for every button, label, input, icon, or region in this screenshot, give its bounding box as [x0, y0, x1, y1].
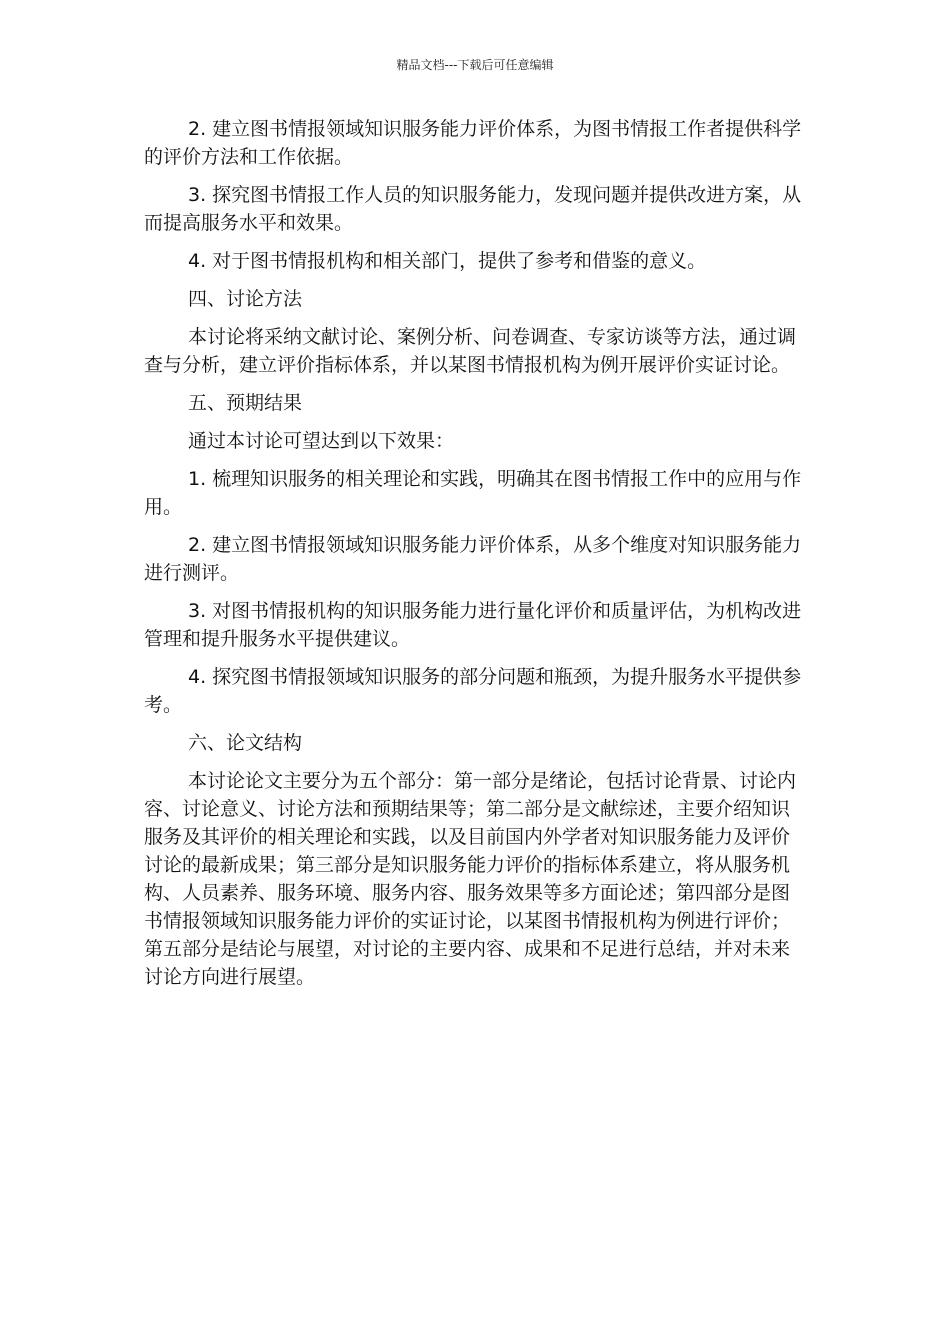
section-heading-thesis-structure: 六、论文结构: [188, 732, 303, 754]
paragraph-methods: 本讨论将采纳文献讨论、案例分析、问卷调查、专家访谈等方法，通过调查与分析，建立评价指标体系，并以某图书情报机构为例开展评价实证讨论。: [144, 326, 797, 376]
paragraph-objective-2: 2. 建立图书情报领域知识服务能力评价体系，为图书情报工作者提供科学的评价方法和工作依据。: [144, 118, 802, 168]
paragraph-result-4: 4. 探究图书情报领域知识服务的部分问题和瓶颈，为提升服务水平提供参考。: [144, 666, 802, 716]
paragraph-results-intro: 通过本讨论可望达到以下效果：: [188, 430, 455, 452]
paragraph-result-1: 1. 梳理知识服务的相关理论和实践，明确其在图书情报工作中的应用与作用。: [144, 468, 802, 518]
document-body: [144, 115, 804, 1001]
section-heading-methods: 四、讨论方法: [188, 288, 303, 310]
paragraph-result-3: 3. 对图书情报机构的知识服务能力进行量化评价和质量评估，为机构改进管理和提升服务水平提供建议。: [144, 600, 802, 650]
paragraph-objective-4: 4. 对于图书情报机构和相关部门，提供了参考和借鉴的意义。: [188, 250, 707, 272]
section-heading-expected-results: 五、预期结果: [188, 392, 303, 414]
paragraph-result-2: 2. 建立图书情报领域知识服务能力评价体系，从多个维度对知识服务能力进行测评。: [144, 534, 802, 584]
paragraph-objective-3: 3. 探究图书情报工作人员的知识服务能力，发现问题并提供改进方案，从而提高服务水平和效果。: [144, 184, 802, 234]
page-header: 精品文档---下载后可任意编辑: [396, 58, 554, 72]
paragraph-thesis-structure: 本讨论论文主要分为五个部分：第一部分是绪论，包括讨论背景、讨论内容、讨论意义、讨论方法和预期结果等；第二部分是文献综述，主要介绍知识服务及其评价的相关理论和实践，以及目前国内外学者对知识服务能力及评价讨论的最新成果；第三部分是知识服务能力评价的指标体系建立，将从服务机构、人员素养、服务环境、服务内容、服务效果等多方面论述；第四部分是图书情报领域知识服务能力评价的实证讨论，以某图书情报机构为例进行评价；第五部分是结论与展望，对讨论的主要内容、成果和不足进行总结，并对未来讨论方向进行展望。: [144, 770, 797, 988]
